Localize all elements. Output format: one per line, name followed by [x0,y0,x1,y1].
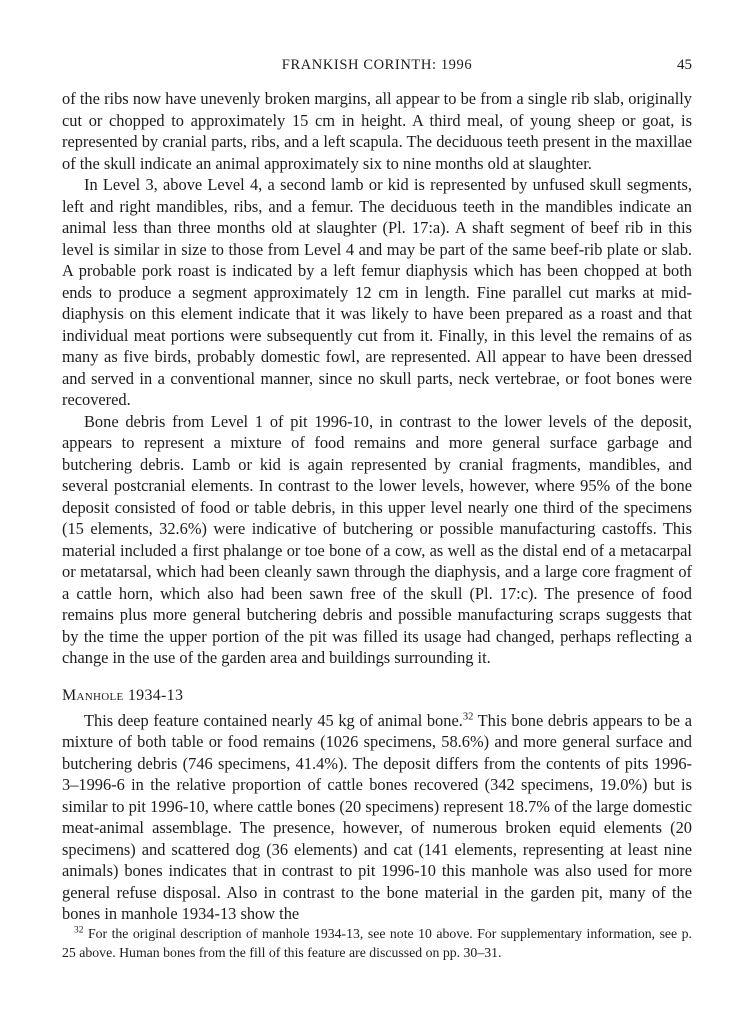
paragraph-1: of the ribs now have unevenly broken margins, all appear to be from a single rib slab, originally cut or chopped to approximately 15 cm in height. A third meal, of young sheep or goat, is represented by cranial parts, ribs, and a left scapula. The deciduous teeth present in the maxillae of the skull indicate an animal approximately six to nine months old at slaughter. [62,89,692,173]
running-title: FRANKISH CORINTH: 1996 [281,57,473,73]
footnote-number: 32 [74,925,84,936]
body-text [62,88,692,925]
page-number: 45 [677,57,692,73]
footnote-paragraph [62,925,692,962]
running-header [62,57,692,79]
section-heading: Manhole 1934-13 [62,686,184,704]
paragraph-4-text-b: This bone debris appears to be a mixture of both table or food remains (1026 specimens, 58.6%) and more general surface and butchering debris (746 specimens, 41.4%). The deposit differs from the contents of pits 1996-3–1996-6 in the relative proportion of cattle bones recovered (342 specimens, 19.0%) but is similar to pit 1996-10, where cattle bones (20 specimens) represent 18.7% of the large domestic meat-animal assemblage. The presence, however, of numerous broken equid elements (20 specimens) and scattered dog (36 elements) and cat (141 elements, representing at least nine animals) bones indicates that in contrast to pit 1996-10 this manhole was also used for more general refuse disposal. Also in contrast to the bone material in the garden pit, many of the bones in manhole 1934-13 show the [62,710,692,923]
paragraph-4 [62,710,692,925]
paragraph-4-text-a: This deep feature contained nearly 45 kg of animal bone. [84,710,463,730]
paragraph-2: In Level 3, above Level 4, a second lamb or kid is represented by unfused skull segments, left and right mandibles, ribs, and a femur. The deciduous teeth in the mandibles indicate an animal less than three months old at slaughter (Pl. 17:a). A shaft segment of beef rib in this level is similar in size to those from Level 4 and may be part of the same beef-rib plate or slab. A probable pork roast is indicated by a left femur diaphysis which has been chopped at both ends to produce a segment approximately 12 cm in length. Fine parallel cut marks at mid-diaphysis on this element indicate that it was likely to have been prepared as a roast and that individual meat portions were subsequently cut from it. Finally, in this level the remains of as many as five birds, probably domestic fowl, are represented. All appear to have been dressed and served in a conventional manner, since no skull parts, neck vertebrae, or foot bones were recovered. [62,175,692,409]
footnote-text: For the original description of manhole 1934-13, see note 10 above. For supplementary information, see p. 25 above. Human bones from the fill of this feature are discussed on pp. 30–31. [62,926,692,960]
footnote [62,925,692,962]
paragraph-3: Bone debris from Level 1 of pit 1996-10, in contrast to the lower levels of the deposit, appears to represent a mixture of food remains and more general surface garbage and butchering debris. Lamb or kid is again represented by cranial fragments, mandibles, and several postcranial elements. In contrast to the lower levels, however, where 95% of the bone deposit consisted of food or table debris, in this upper level nearly one third of the specimens (15 elements, 32.6%) were indicative of butchering or possible manufacturing castoffs. This material included a first phalange or toe bone of a cow, as well as the distal end of a metacarpal or metatarsal, which had been cleanly sawn through the diaphysis, and a large core fragment of a cattle horn, which also had been sawn free of the skull (Pl. 17:c). The presence of food remains plus more general butchering debris and possible manufacturing scraps suggests that by the time the upper portion of the pit was filled its usage had changed, perhaps reflecting a change in the use of the garden area and buildings surrounding it. [62,411,692,667]
footnote-reference: 32 [462,711,474,723]
